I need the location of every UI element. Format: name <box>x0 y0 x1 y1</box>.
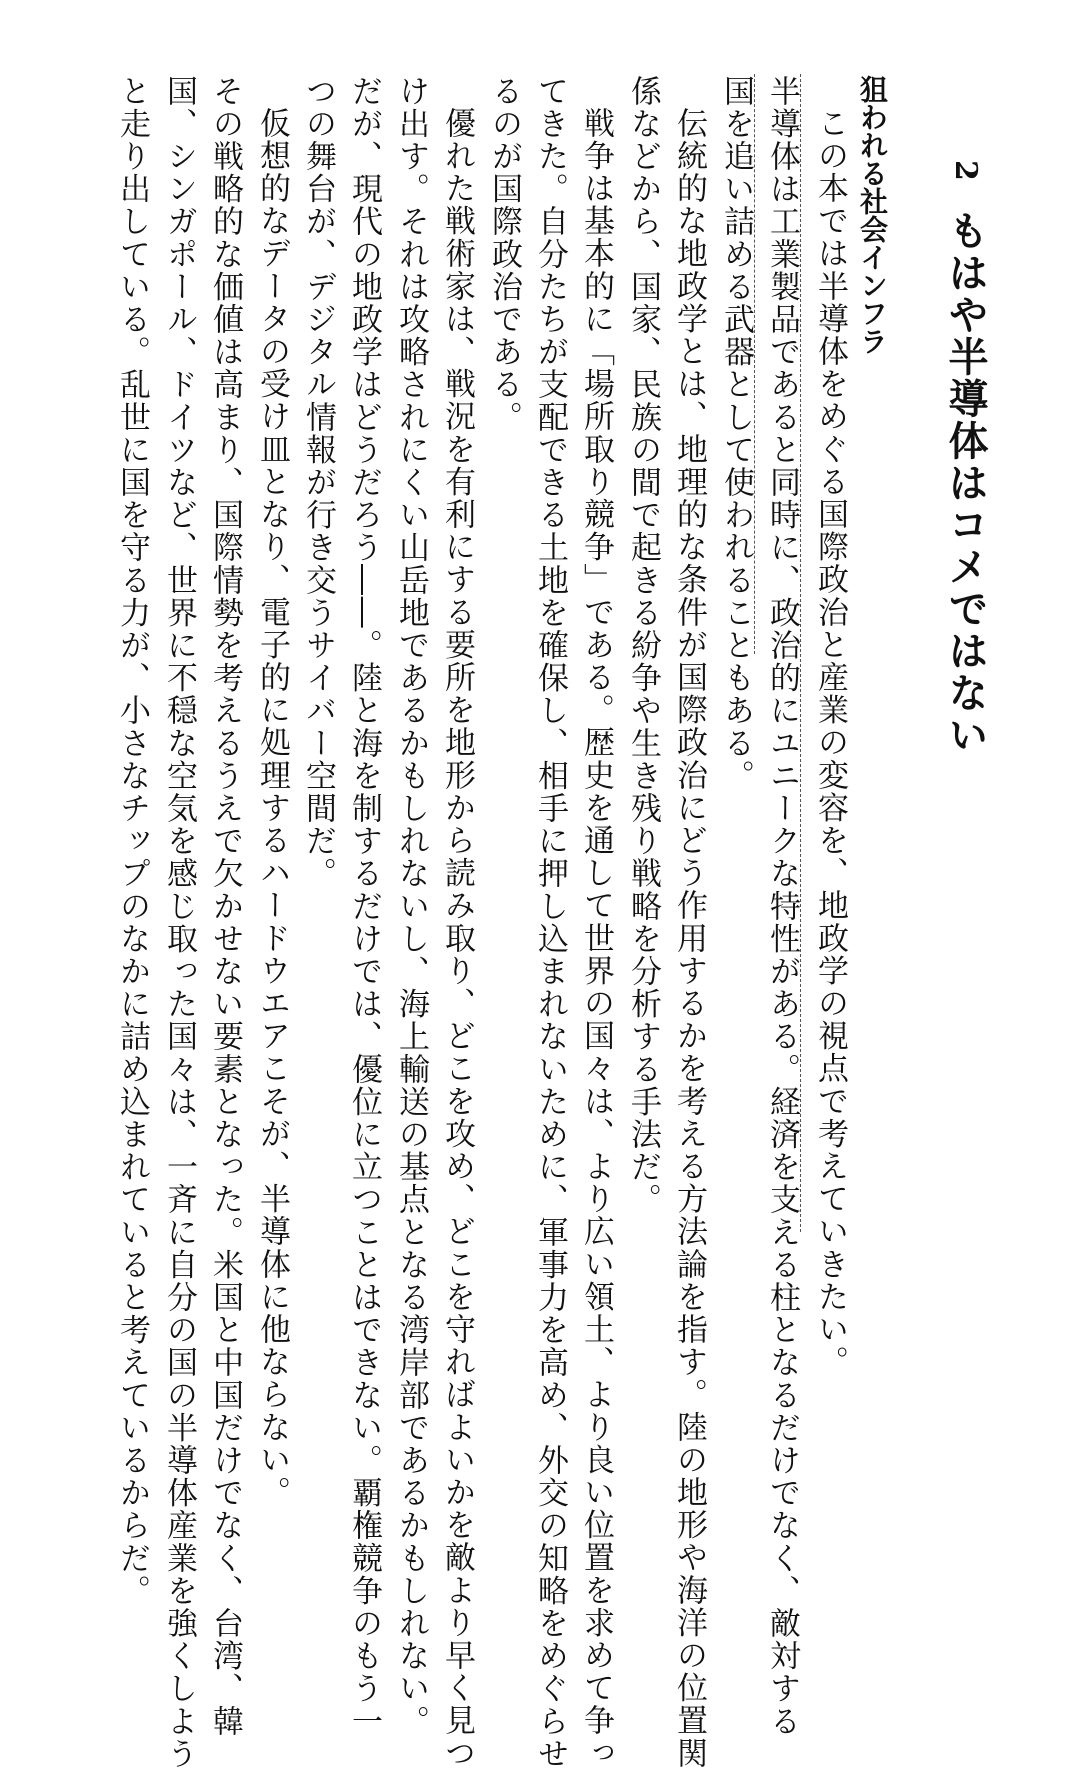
body-line-5: 係などから、国家、民族の間で起きる紛争や生き残り戦略を分析する手法だ。 <box>625 75 661 1216</box>
section-heading: 狙われる社会インフラ <box>856 75 889 355</box>
body-line-4: 伝統的な地政学とは、地理的な条件が国際政治にどう作用するかを考える方法論を指す。陸の地形や海洋の位置関 <box>671 107 707 1770</box>
emphasis-underline <box>800 74 801 1232</box>
body-line-6: 戦争は基本的に「場所取り競争」である。歴史を通して世界の国々は、より広い領土、より良い位置を求めて争っ <box>578 107 614 1770</box>
body-line-14: その戦略的な価値は高まり、国際情勢を考えるうえで欠かせない要素となった。米国と中国だけでなく、台湾、韓 <box>207 75 243 1738</box>
body-line-15: 国、シンガポール、ドイツなど、世界に不穏な空気を感じ取った国々は、一斉に自分の国の半導体産業を強くしよう <box>161 75 197 1770</box>
body-line-9: 優れた戦術家は、戦況を有利にする要所を地形から読み取り、どこを攻め、どこを守ればよいかを敵より早く見つ <box>439 107 475 1770</box>
body-line-2: 半導体は工業製品であると同時に、政治的にユニークな特性がある。経済を支える柱となるだけでなく、敵対する <box>764 75 800 1738</box>
chapter-title: もはや半導体はコメではない <box>942 210 989 756</box>
body-line-12: つの舞台が、デジタル情報が行き交うサイバー空間だ。 <box>300 75 336 890</box>
body-line-8: るのが国際政治である。 <box>486 75 522 434</box>
body-line-1: この本では半導体をめぐる国際政治と産業の変容を、地政学の視点で考えていきたい。 <box>812 107 848 1379</box>
emphasis-underline <box>754 74 755 654</box>
body-line-7: てきた。自分たちが支配できる土地を確保し、相手に押し込まれないために、軍事力を高め、外交の知略をめぐらせ <box>532 75 568 1770</box>
body-line-13: 仮想的なデータの受け皿となり、電子的に処理するハードウエアこそが、半導体に他ならない。 <box>254 107 290 1509</box>
body-line-16: と走り出している。乱世に国を守る力が、小さなチップのなかに詰め込まれていると考えているからだ。 <box>114 75 150 1608</box>
chapter-number: 2 <box>948 160 983 181</box>
body-line-10: け出す。それは攻略されにくい山岳地であるかもしれないし、海上輸送の基点となる湾岸部であるかもしれない。 <box>393 75 429 1738</box>
body-line-11: だが、現代の地政学はどうだろう――。陸と海を制するだけでは、優位に立つことはできない。覇権競争のもう一 <box>346 75 382 1738</box>
body-line-3: 国を追い詰める武器として使われることもある。 <box>718 75 754 793</box>
